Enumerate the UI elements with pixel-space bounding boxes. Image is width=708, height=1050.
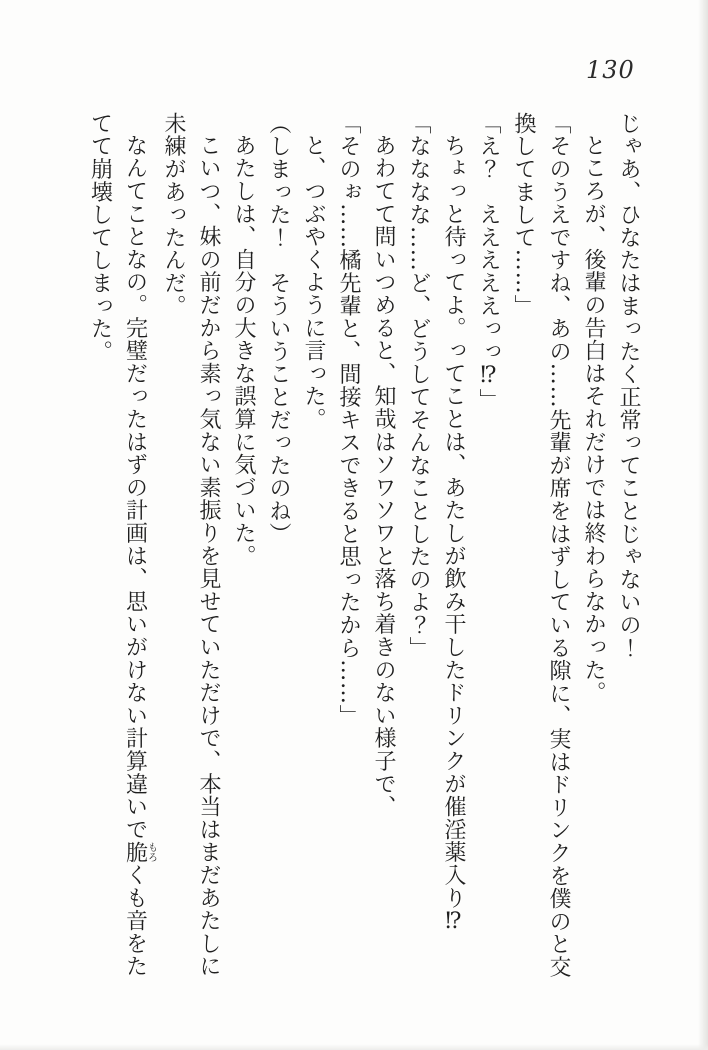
paragraph: 「そのぉ……橘先輩と、間接キスできると思ったから……」 bbox=[336, 112, 361, 728]
paragraph: ところが、後輩の告白はそれだけでは終わらなかった。 bbox=[581, 134, 606, 704]
paragraph: じゃあ、ひなたはまったく正常ってことじゃないの！ bbox=[616, 112, 641, 660]
paragraph: と、つぶやくように言った。 bbox=[301, 134, 326, 431]
paragraph: 「え？ えええええっっ⁉」 bbox=[476, 112, 501, 412]
scan-edge-right bbox=[698, 0, 708, 1050]
paragraph: こいつ、妹の前だから素っ気ない素振りを見せていただけで、本当はまだあたしに未練があったんだ。 bbox=[161, 112, 221, 978]
paragraph: あたしは、自分の大きな誤算に気づいた。 bbox=[231, 134, 256, 568]
paragraph: あわてて問いつめると、知哉はソワソワと落ち着きのない様子で、 bbox=[371, 134, 396, 818]
paragraph: （しまった！ そういうことだったのね） bbox=[266, 112, 291, 546]
paragraph: なんてことなの。完璧だったはずの計画は、思いがけない計算違いで脆もろくも音をたてて崩壊してしまった。 bbox=[87, 112, 157, 978]
paragraph: 「そのうえですね、あの……先輩が席をはずしている隙に、実はドリンクを僕のと交換してまして……」 bbox=[511, 112, 571, 979]
paragraph: 「なななな……ど、どうしてそんなことしたのよ？」 bbox=[406, 112, 431, 660]
page-number: 130 bbox=[586, 56, 635, 84]
scan-edge-bottom bbox=[0, 1044, 708, 1050]
body-text bbox=[80, 112, 646, 987]
paragraph: ちょっと待ってよ。ってことは、あたしが飲み干したドリンクが催淫薬入り⁉ bbox=[441, 134, 466, 935]
